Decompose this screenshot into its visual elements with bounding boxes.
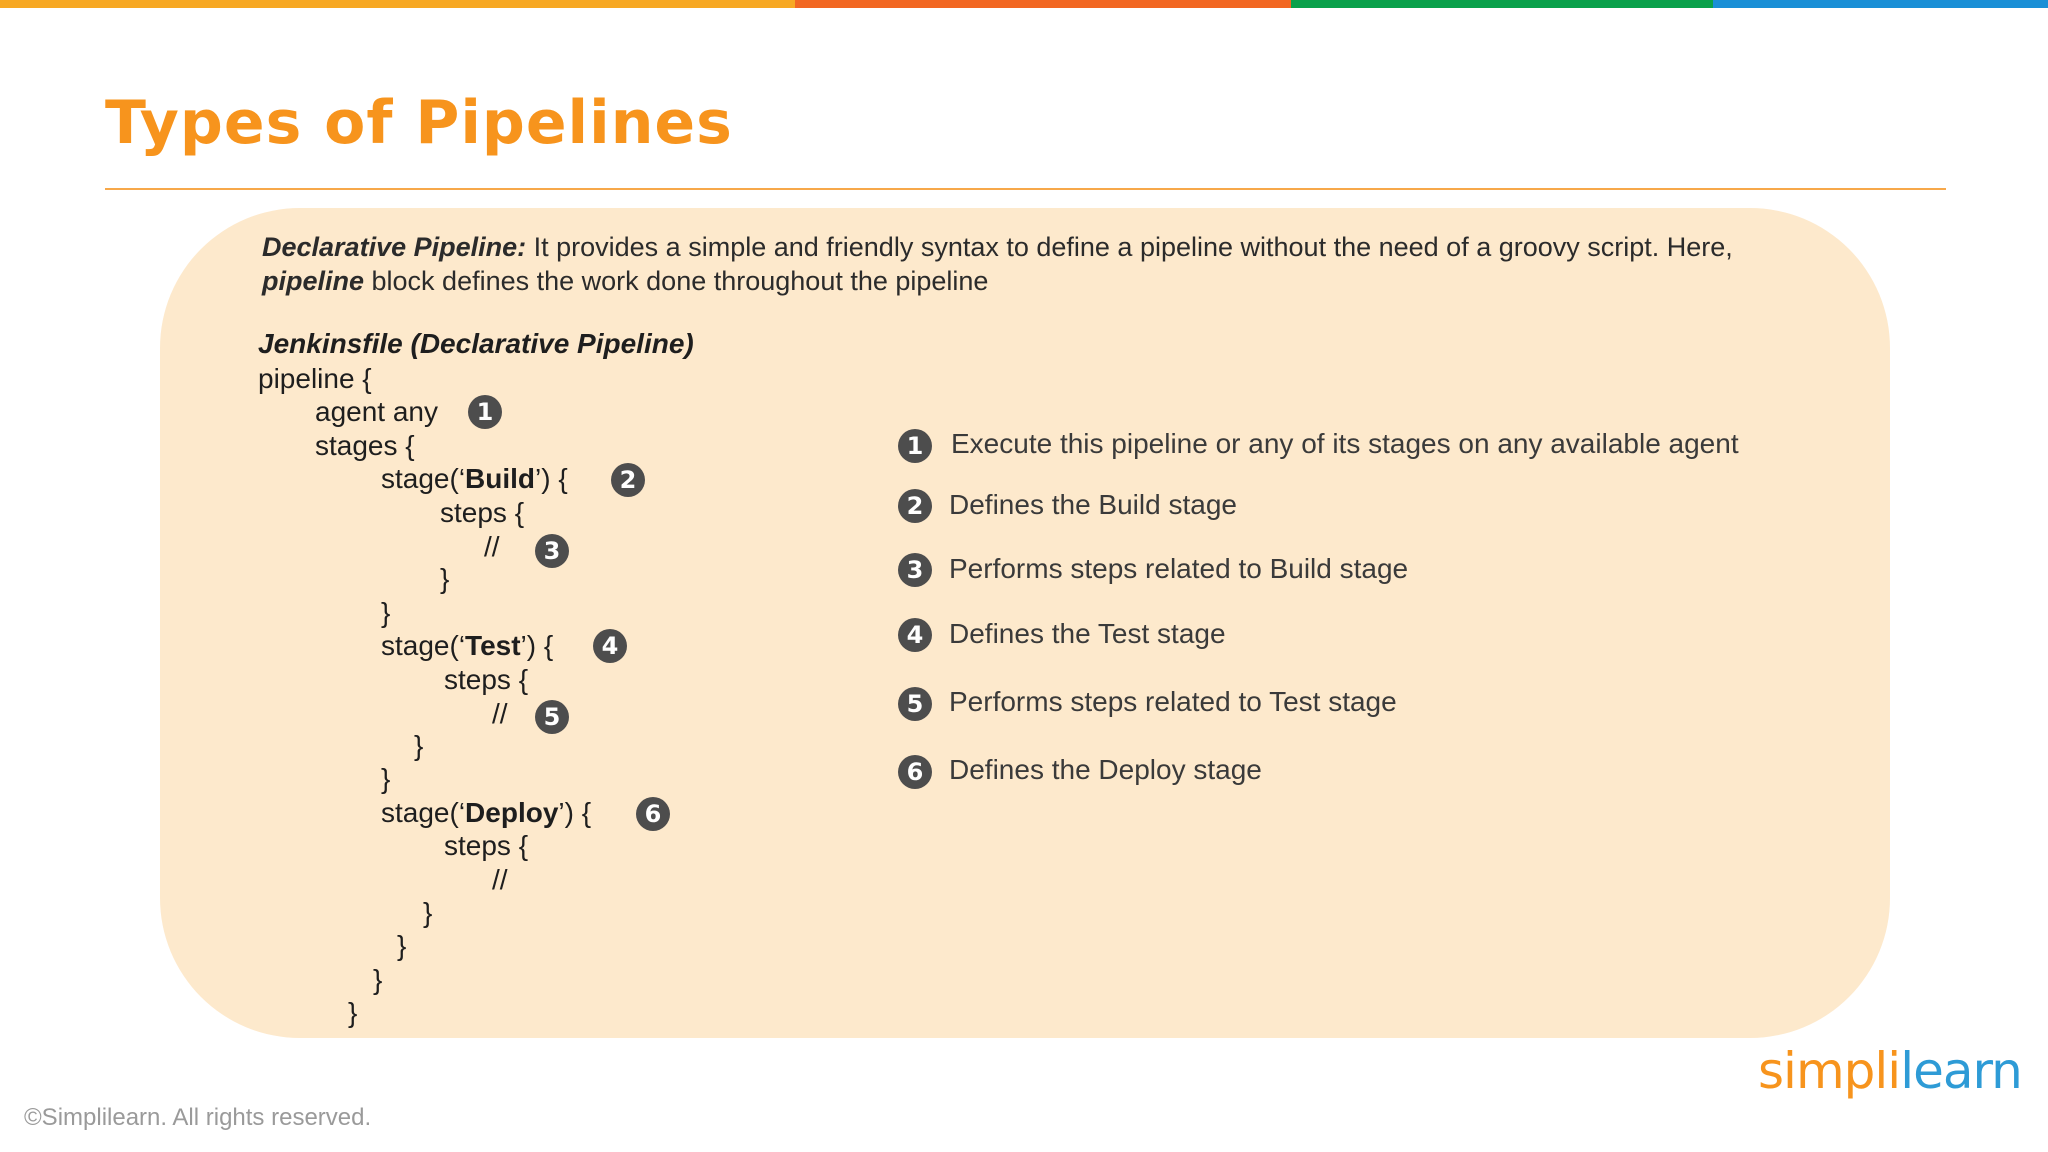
callout-badge-6: 6 [636, 797, 670, 831]
logo-text-part2: i [1887, 1042, 1901, 1100]
code-line: steps { [444, 664, 529, 695]
intro-keyword: pipeline [262, 266, 365, 296]
copyright-notice: ©Simplilearn. All rights reserved. [24, 1104, 372, 1131]
simplilearn-logo [1758, 1042, 2022, 1100]
intro-text-2: block defines the work done throughout the pipeline [364, 266, 989, 296]
code-line: steps { [444, 830, 529, 861]
code-token: ’) { [520, 630, 554, 661]
callout-badge-3: 3 [535, 534, 569, 568]
top-color-bar [0, 0, 2048, 8]
top-bar-segment-green [1291, 0, 1713, 8]
slide-title: Types of Pipelines [105, 88, 733, 158]
code-line: stages { [315, 430, 415, 461]
desc-text-5: Performs steps related to Test stage [949, 686, 1397, 717]
desc-badge-1: 1 [898, 429, 932, 463]
code-line: } [381, 597, 391, 628]
code-line: } [440, 563, 450, 594]
logo-text-part1: simpl [1758, 1042, 1888, 1100]
code-token: stage(‘ [381, 797, 466, 828]
code-token: ’) { [558, 797, 592, 828]
code-line-stage-build [381, 462, 568, 496]
code-line: } [373, 964, 383, 995]
callout-badge-2: 2 [611, 463, 645, 497]
callout-badge-5: 5 [535, 700, 569, 734]
desc-text-6: Defines the Deploy stage [949, 754, 1262, 785]
code-line: } [397, 930, 407, 961]
code-line: steps { [440, 497, 525, 528]
top-bar-segment-orange [0, 0, 795, 8]
desc-badge-5: 5 [898, 687, 932, 721]
code-line: pipeline { [258, 363, 372, 394]
code-line: // [492, 698, 508, 729]
desc-text-2: Defines the Build stage [949, 489, 1237, 520]
title-divider [105, 188, 1946, 190]
logo-text-part3: learn [1900, 1042, 2022, 1100]
desc-badge-6: 6 [898, 755, 932, 789]
code-line-stage-test [381, 629, 553, 663]
callout-badge-1: 1 [468, 395, 502, 429]
intro-term: Declarative Pipeline: [262, 232, 527, 262]
intro-text-1: It provides a simple and friendly syntax to define a pipeline without the need of a groovy script. Here, [526, 232, 1733, 262]
code-line: agent any [315, 396, 438, 427]
code-line: } [414, 730, 424, 761]
desc-badge-3: 3 [898, 553, 932, 587]
code-stage-name: Deploy [465, 797, 559, 828]
top-bar-segment-blue [1713, 0, 2048, 8]
code-stage-name: Build [465, 463, 536, 494]
desc-text-1: Execute this pipeline or any of its stages on any available agent [951, 428, 1739, 459]
callout-badge-4: 4 [593, 629, 627, 663]
code-title: Jenkinsfile (Declarative Pipeline) [258, 328, 694, 359]
desc-badge-4: 4 [898, 618, 932, 652]
code-token: ’) { [535, 463, 568, 494]
desc-badge-2: 2 [898, 489, 932, 523]
code-line: } [423, 897, 433, 928]
desc-text-4: Defines the Test stage [949, 618, 1226, 649]
code-line-stage-deploy [381, 796, 591, 830]
code-token: stage(‘ [381, 630, 466, 661]
desc-text-3: Performs steps related to Build stage [949, 553, 1409, 584]
code-line: } [381, 763, 391, 794]
code-token: stage(‘ [381, 463, 466, 494]
code-stage-name: Test [465, 630, 521, 661]
top-bar-segment-red [795, 0, 1291, 8]
code-line: // [484, 531, 500, 562]
intro-paragraph [262, 230, 1842, 298]
code-line: // [492, 864, 508, 895]
code-line: } [348, 997, 358, 1028]
